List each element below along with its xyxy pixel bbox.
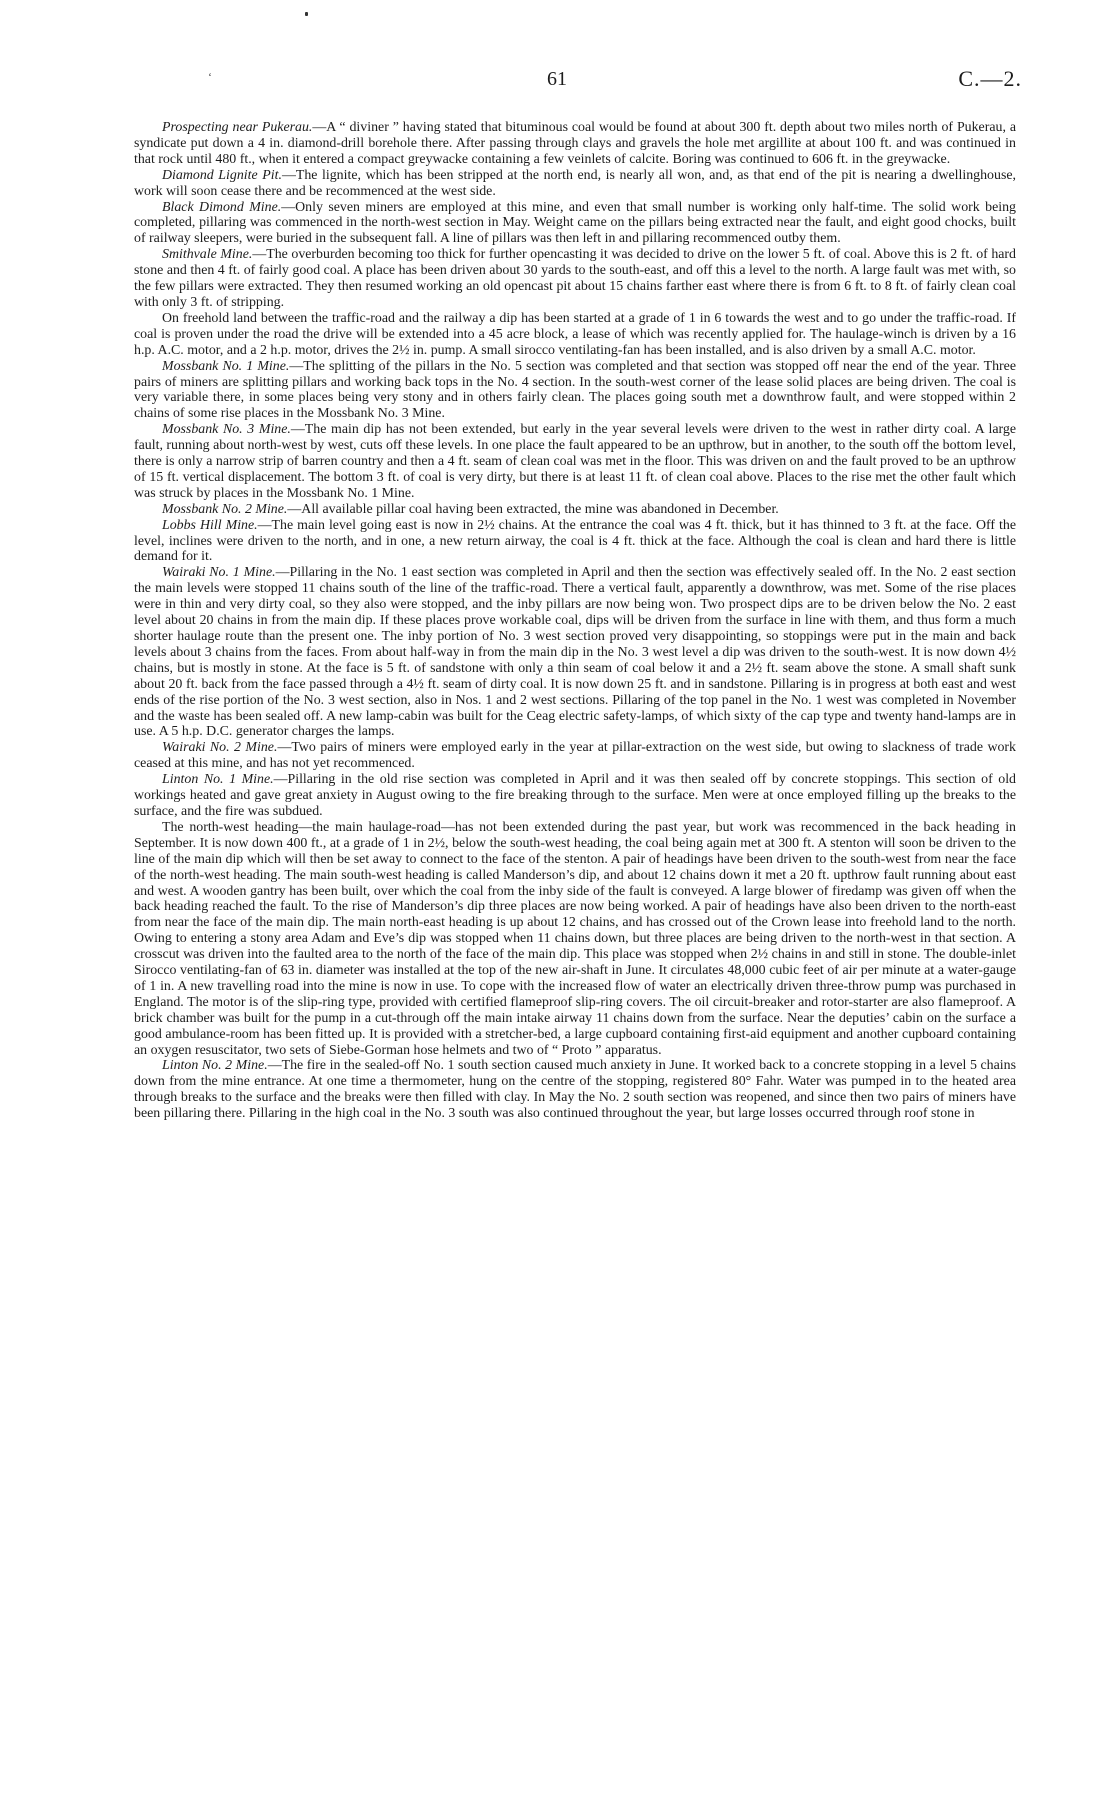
body-text [134, 120, 1016, 1122]
paragraph [134, 1058, 1016, 1122]
paragraph [134, 772, 1016, 820]
scan-speck [305, 12, 308, 16]
paragraph-title: Wairaki No. 1 Mine. [162, 565, 276, 581]
paragraph [134, 820, 1016, 1059]
paragraph-text: —The overburden becoming too thick for further opencasting it was decided to drive on the lower 5 ft. of coal. Above this is 2 ft. of hard stone and then 4 ft. of fairly good coal. A place has been driven about 30 yards to the south-east, and off this a level to the north. A large fault was met with, so the few pillars were extracted. They then resumed working an old opencast pit about 15 chains farther east where there is from 6 ft. to 8 ft. of fairly clean coal with only 3 ft. of stripping. [134, 247, 1016, 310]
paragraph-text: —Pillaring in the No. 1 east section was completed in April and then the section was effectively sealed off. In the No. 2 east section the main levels were stopped 11 chains south of the line of the traffic-road. There a vertical fault, apparently a downthrow, was met. Some of the rise places were in thin and very dirty coal, so they also were stopped, and the inby pillars are now being won. Two prospect dips are to be driven below the No. 2 east level about 20 chains in from the main dip. If these places prove workable coal, dips will be driven from the surface in line with them, and thus form a much shorter haulage route than the present one. The inby portion of No. 3 west section proved very disappointing, so stoppings were put in the main and back levels about 3 chains from the faces. From about half-way in from the main dip in the No. 3 west level a dip was driven to the south-west. It is now down 4½ chains, but is mostly in stone. At the face is 5 ft. of sandstone with only a thin seam of coal below it and a 2½ ft. seam above the stone. A small shaft sunk about 20 ft. back from the face passed through a 4½ ft. seam of dirty coal. It is now down 25 ft. and in sandstone. Pillaring is in progress at both east and west ends of the rise portion of the No. 3 west section, also in Nos. 1 and 2 west sections. Pillaring of the top panel in the No. 1 west was completed in November and the waste has been sealed off. A new lamp-cabin was built for the Ceag electric safety-lamps, of which sixty of the cap type and twenty hand-lamps are in use. A 5 h.p. D.C. generator charges the lamps. [134, 565, 1016, 740]
paragraph [134, 120, 1016, 168]
paragraph [134, 502, 1016, 518]
paragraph-text: —The splitting of the pillars in the No. 5 section was completed and that section was stopped off near the end of the year. Three pairs of miners are splitting pillars and working back tops in the No. 4 section. In the south-west corner of the lease solid places are being driven. The coal is very variable there, in some places being very stony and in others fairly clean. The places going south met a downthrow fault, and were stopped within 2 chains of some rise places in the Mossbank No. 3 Mine. [134, 358, 1016, 422]
paragraph [134, 422, 1016, 502]
paragraph-text: —A “ diviner ” having stated that bituminous coal would be found at about 300 ft. depth about two miles north of Pukerau, a syndicate put down a 4 in. diamond-drill borehole there. After passing through clays and gravels the hole met argillite at about 100 ft. and was continued in that rock until 480 ft., when it entered a compact greywacke containing a few veinlets of calcite. Boring was continued to 606 ft. in the greywacke. [134, 120, 1016, 167]
paragraph-text: On freehold land between the traffic-road and the railway a dip has been started at a grade of 1 in 6 towards the west and to go under the traffic-road. If coal is proven under the road the drive will be extended into a 45 acre block, a lease of which was recently applied for. The haulage-winch is driven by a 16 h.p. A.C. motor, and a 2 h.p. motor, drives the 2½ in. pump. A small sirocco ventilating-fan has been installed, and is also driven by a small A.C. motor. [134, 310, 1016, 358]
paragraph-text: —The fire in the sealed-off No. 1 south section caused much anxiety in June. It worked back to a concrete stopping in a level 5 chains down from the mine entrance. At one time a thermometer, hung on the centre of the stopping, registered 80° Fahr. Water was pumped in to the heated area through breaks to the surface and the breaks were then filled with clay. In May the No. 2 south section was reopened, and since then two pairs of miners have been pillaring there. Pillaring in the high coal in the No. 3 south was also continued throughout the year, but large losses occurred through roof stone in [134, 1058, 1016, 1122]
paragraph-text: —The main level going east is now in 2½ chains. At the entrance the coal was 4 ft. thick, but it has thinned to 3 ft. at the face. Off the level, inclines were driven to the north, and in one, a new return airway, the coal is 4 ft. thick at the face. Although the coal is clean and hard there is little demand for it. [134, 517, 1016, 565]
paragraph-title: Mossbank No. 3 Mine. [162, 422, 291, 438]
scan-mark: ‘ [208, 70, 212, 84]
paragraph-title: Black Dimond Mine. [162, 199, 282, 215]
paragraph-title: Smithvale Mine. [162, 247, 253, 263]
paragraph-text: —Pillaring in the old rise section was completed in April and it was then sealed off by concrete stoppings. This section of old workings heated and gave great anxiety in August owing to the fire breaking through to the surface. Men were at once employed filling up the breaks to the surface, and the fire was subdued. [134, 772, 1016, 819]
paragraph-title: Prospecting near Pukerau. [162, 120, 313, 135]
paragraph-title: Wairaki No. 2 Mine. [162, 740, 278, 756]
paragraph [134, 311, 1016, 359]
paragraph-title: Diamond Lignite Pit. [162, 167, 282, 183]
paragraph-text: —The main dip has not been extended, but early in the year several levels were driven to the west in rather dirty coal. A large fault, running about north-west by west, cuts off these levels. In one place the fault appeared to be an upthrow, but in another, to the south off the bottom level, there is only a narrow strip of barren country and then a 4 ft. seam of clean coal was met in the floor. This was driven on and the fault proved to be an upthrow of 15 ft. vertical displacement. The bottom 3 ft. of coal is very dirty, but there is at least 11 ft. of clean coal above. Places to the rise met the other fault which was struck by places in the Mossbank No. 1 Mine. [134, 422, 1016, 501]
paragraph-title: Mossbank No. 1 Mine. [162, 358, 290, 374]
paragraph [134, 359, 1016, 423]
paragraph-text: —The lignite, which has been stripped at the north end, is nearly all won, and, as that end of the pit is nearing a dwellinghouse, work will soon cease there and be recommenced at the west side. [134, 167, 1016, 199]
paragraph [134, 565, 1016, 740]
paragraph [134, 247, 1016, 311]
paragraph-text: —Only seven miners are employed at this mine, and even that small number is working only half-time. The solid work being completed, pillaring was commenced in the north-west section in May. Weight came on the pillars being extracted near the fault, and eight good chocks, built of railway sleepers, were buried in the subsequent fall. A line of pillars was then left in and pillaring recommenced outby them. [134, 199, 1016, 247]
page-number: 61 [547, 68, 567, 90]
paragraph-text: —All available pillar coal having been extracted, the mine was abandoned in December. [287, 501, 779, 517]
series-code: C.—2. [958, 66, 1022, 91]
paragraph-title: Linton No. 1 Mine. [162, 772, 274, 788]
paragraph-title: Linton No. 2 Mine. [162, 1058, 268, 1074]
paragraph-title: Mossbank No. 2 Mine. [162, 501, 288, 517]
paragraph [134, 200, 1016, 248]
paragraph [134, 740, 1016, 772]
paragraph-title: Lobbs Hill Mine. [162, 517, 258, 533]
paragraph [134, 168, 1016, 200]
paragraph-text: The north-west heading—the main haulage-road—has not been extended during the past year, but work was recommenced in the back heading in September. It is now down 400 ft., at a grade of 1 in 2½, below the south-west heading, the coal being again met at 300 ft. A stenton will soon be driven to the line of the main dip which will then be set away to connect to the face of the stenton. A pair of headings have been driven to the south-west from near the face of the north-west heading. The main south-west heading is called Manderson’s dip, and about 12 chains down it met a 20 ft. upthrow fault running about east and west. A wooden gantry has been built, over which the coal from the inby side of the fault is conveyed. A large blower of firedamp was given off when the back heading reached the fault. To the rise of Manderson’s dip three places are now being worked. A pair of headings have also been driven to the north-east from near the face of the main dip. The main north-east heading is up about 12 chains, and has crossed out of the Crown lease into freehold land to the north. Owing to entering a stony area Adam and Eve’s dip was stopped when 11 chains down, but three places are being driven to the north-west in that section. A crosscut was driven into the faulted area to the north of the face of the main dip. This place was stopped when 2½ chains in and still in stone. The double-inlet Sirocco ventilating-fan of 63 in. diameter was installed at the top of the new air-shaft in June. It circulates 48,000 cubic feet of air per minute at a water-gauge of 1 in. A new travelling road into the mine is now in use. To cope with the increased flow of water an electrically driven three-throw pump was purchased in England. The motor is of the slip-ring type, provided with certified flameproof slip-ring covers. The oil circuit-breaker and rotor-starter are also flameproof. A brick chamber was built for the pump in a cut-through off the main intake airway 11 chains down from the surface. Near the deputies’ cabin on the surface a good ambulance-room has been fitted up. It is provided with a stretcher-bed, a large cupboard containing first-aid equipment and another cupboard containing an oxygen resuscitator, two sets of Siebe-Gorman hose helmets and two of “ Proto ” apparatus. [134, 819, 1016, 1058]
paragraph [134, 518, 1016, 566]
paragraph-text: —Two pairs of miners were employed early in the year at pillar-extraction on the west side, but owing to slackness of trade work ceased at this mine, and has not yet recommenced. [134, 740, 1017, 772]
